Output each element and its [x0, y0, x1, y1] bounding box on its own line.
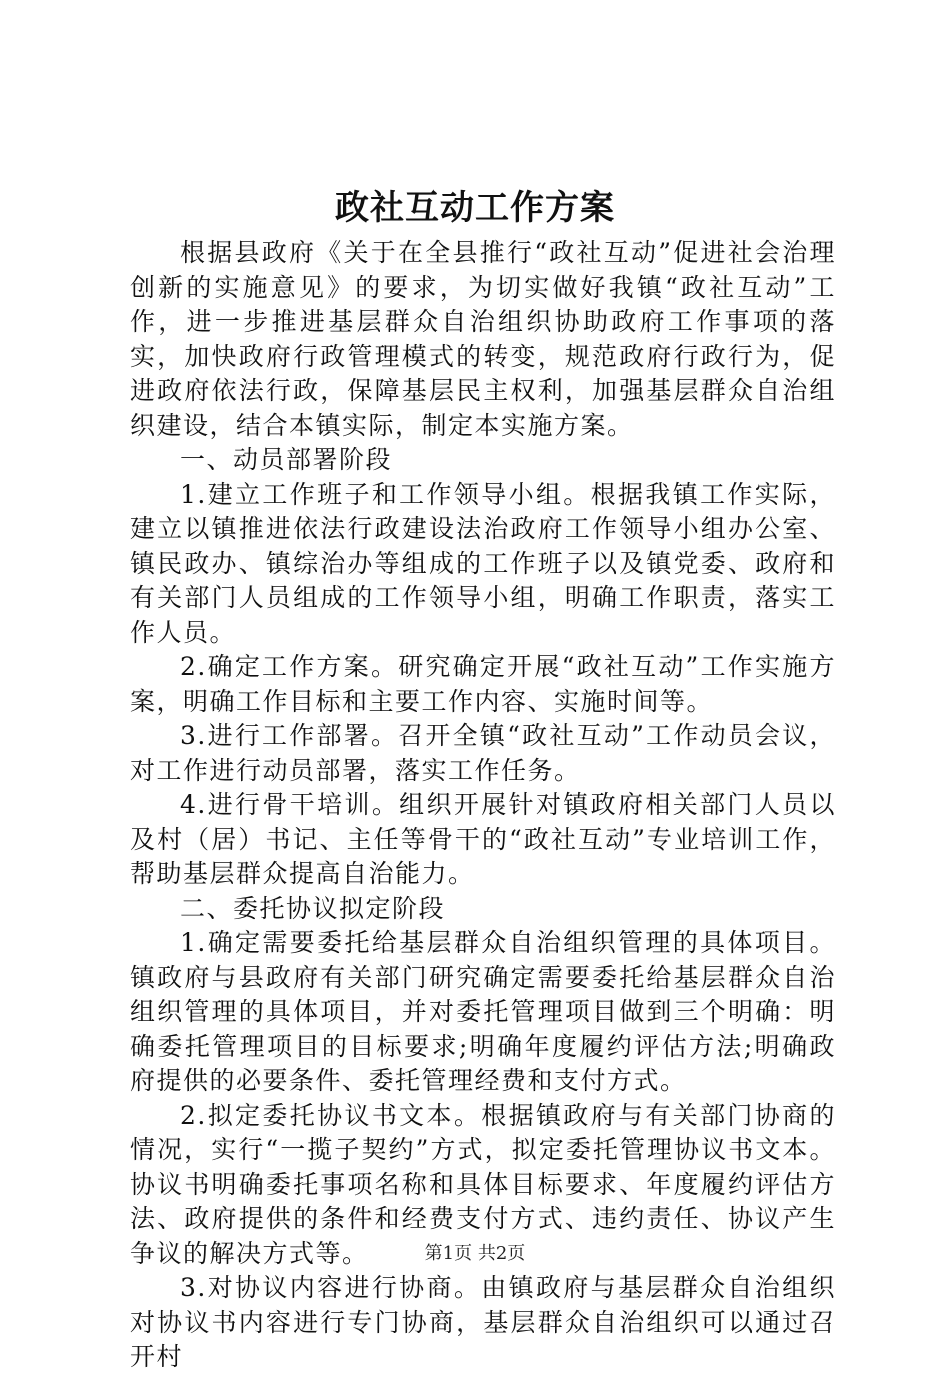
section-heading-2: 二、委托协议拟定阶段 — [180, 893, 446, 923]
paragraph-1-1: 1.建立工作班子和工作领导小组。根据我镇工作实际，建立以镇推进依法行政建设法治政府工作领导小组办公室、镇民政办、镇综治办等组成的工作班子以及镇党委、政府和有关部门人员组成的工作领导小组，明确工作职责，落实工作人员。 — [130, 479, 836, 647]
paragraph-2-1: 1.确定需要委托给基层群众自治组织管理的具体项目。镇政府与县政府有关部门研究确定需要委托给基层群众自治组织管理的具体项目，并对委托管理项目做到三个明确：明确委托管理项目的目标要求;明确年度履约评估方法;明确政府提供的必要条件、委托管理经费和支付方式。 — [130, 928, 836, 1095]
document-body — [130, 236, 836, 1375]
document-title: 政社互动工作方案 — [335, 188, 615, 228]
paragraph-2-2: 2.拟定委托协议书文本。根据镇政府与有关部门协商的情况，实行“一揽子契约”方式，拟定委托管理协议书文本。协议书明确委托事项名称和具体目标要求、年度履约评估方法、政府提供的条件和经费支付方式、违约责任、协议产生争议的解决方式等。 — [130, 1100, 836, 1268]
paragraph-1-2: 2.确定工作方案。研究确定开展“政社互动”工作实施方案，明确工作目标和主要工作内容、实施时间等。 — [130, 652, 836, 716]
page-footer: 第1页 共2页 — [424, 1243, 526, 1264]
section-heading-1: 一、动员部署阶段 — [180, 445, 393, 474]
paragraph-1-3: 3.进行工作部署。召开全镇“政社互动”工作动员会议，对工作进行动员部署，落实工作任务。 — [130, 721, 836, 785]
paragraph-1-4: 4.进行骨干培训。组织开展针对镇政府相关部门人员以及村（居）书记、主任等骨干的“政社互动”专业培训工作，帮助基层群众提高自治能力。 — [130, 790, 836, 888]
paragraph-2-3: 3.对协议内容进行协商。由镇政府与基层群众自治组织对协议书内容进行专门协商，基层群众自治组织可以通过召开村 — [130, 1273, 836, 1371]
paragraph-intro: 根据县政府《关于在全县推行“政社互动”促进社会治理创新的实施意见》的要求，为切实做好我镇“政社互动”工作，进一步推进基层群众自治组织协助政府工作事项的落实，加快政府行政管理模式的转变，规范政府行政行为，促进政府依法行政，保障基层民主权利，加强基层群众自治组织建设，结合本镇实际，制定本实施方案。 — [130, 238, 836, 440]
